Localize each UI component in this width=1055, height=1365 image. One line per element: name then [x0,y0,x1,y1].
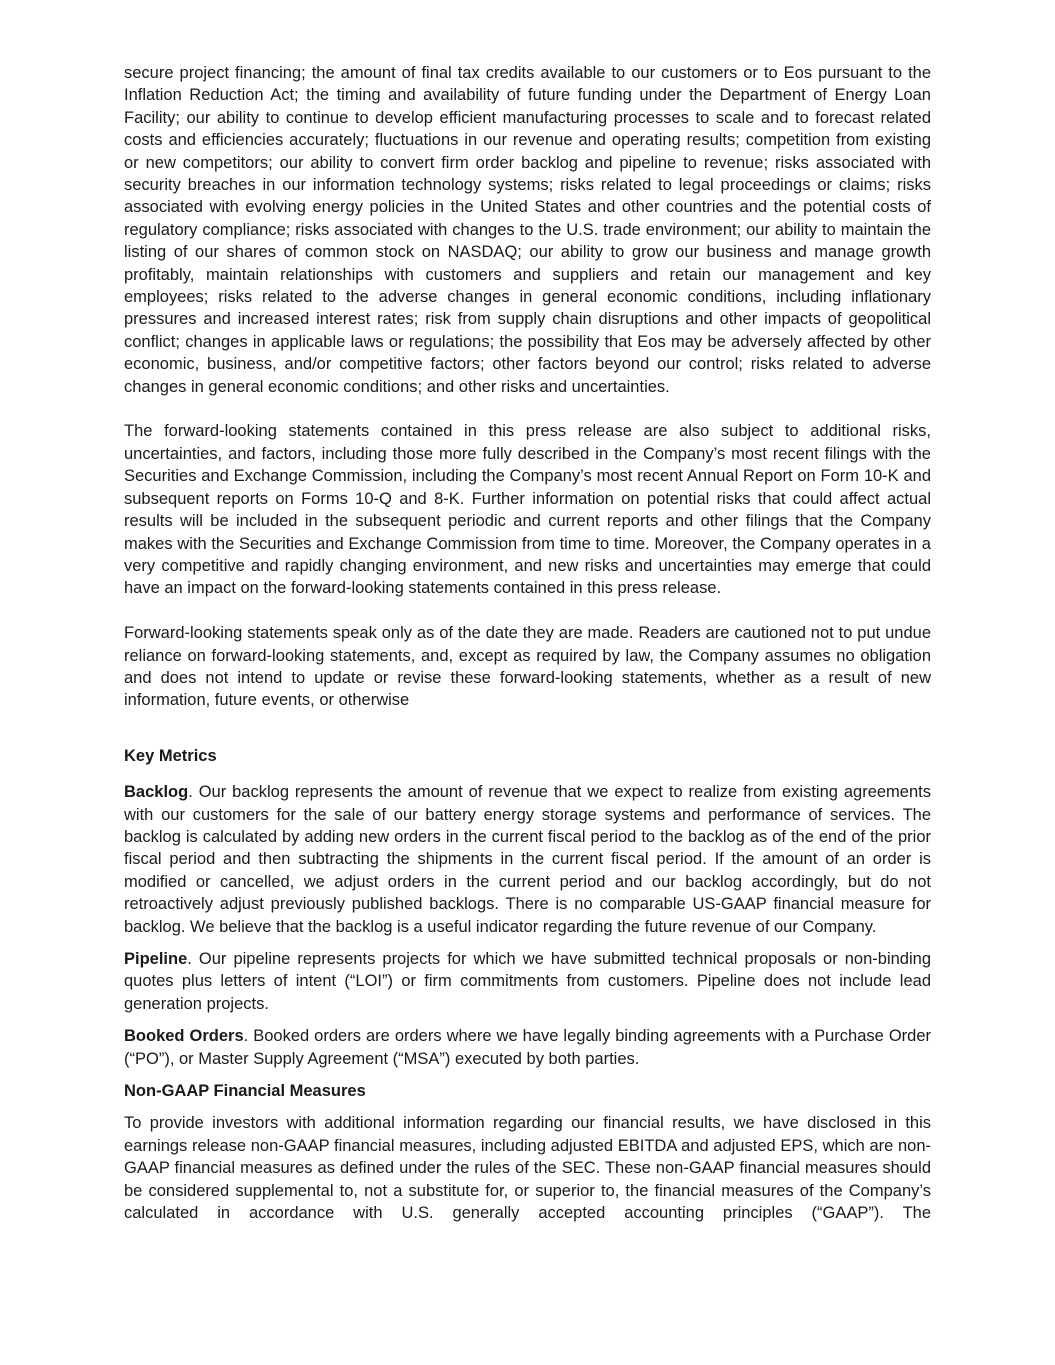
backlog-term: Backlog [124,783,189,802]
pipeline-paragraph [124,948,931,1015]
speak-only-paragraph: Forward-looking statements speak only as of the date they are made. Readers are cautioned not to put undue reliance on forward-looking statements, and, except as required by law, the Company assumes no obligation and does not intend to update or revise these forward-looking statements, whether as a result of new information, future events, or otherwise [124,624,931,710]
booked-orders-text: . Booked orders are orders where we have legally binding agreements with a Purchase Order (“PO”), or Master Supply Agreement (“MSA”) executed by both parties. [124,1027,931,1068]
pipeline-term: Pipeline [124,950,188,968]
non-gaap-paragraph: To provide investors with additional information regarding our financial results, we have disclosed in this earnings release non-GAAP financial measures, including adjusted EBITDA and adjusted EPS, which are non-GAAP financial measures as defined under the rules of the SEC. These non-GAAP financial measures should be considered supplemental to, not a substitute for, or superior to, the financial measures of the Company’s calculated in accordance with U.S. generally accepted accounting principles (“GAAP”). The [124,1114,931,1223]
booked-orders-paragraph [124,1025,931,1070]
additional-risks-paragraph: The forward-looking statements contained in this press release are also subject to additional risks, uncertainties, and factors, including those more fully described in the Company’s most recent filings with the Securities and Exchange Commission, including the Company’s most recent Annual Report on Form 10-K and subsequent reports on Forms 10-Q and 8-K. Further information on potential risks that could affect actual results will be included in the subsequent periodic and current reports and other filings that the Company makes with the Securities and Exchange Commission from time to time. Moreover, the Company operates in a very competitive and rapidly changing environment, and new risks and uncertainties may emerge that could have an impact on the forward-looking statements contained in this press release. [124,422,931,598]
risks-paragraph: secure project financing; the amount of final tax credits available to our customers or to Eos pursuant to the Inflation Reduction Act; the timing and availability of future funding under the Department of Energy Loan Facility; our ability to continue to develop efficient manufacturing processes to scale and to forecast related costs and efficiencies accurately; fluctuations in our revenue and operating results; competition from existing or new competitors; our ability to convert firm order backlog and pipeline to revenue; risks associated with security breaches in our information technology systems; risks related to legal proceedings or claims; risks associated with evolving energy policies in the United States and other countries and the potential costs of regulatory compliance; risks associated with changes to the U.S. trade environment; our ability to maintain the listing of our shares of common stock on NASDAQ; our ability to grow our business and manage growth profitably, maintain relationships with customers and suppliers and retain our management and key employees; risks related to the adverse changes in general economic conditions, including inflationary pressures and increased interest rates; risk from supply chain disruptions and other impacts of geopolitical conflict; changes in applicable laws or regulations; the possibility that Eos may be adversely affected by other economic, business, and/or competitive factors; other factors beyond our control; risks related to adverse changes in general economic conditions; and other risks and uncertainties. [124,64,931,396]
non-gaap-heading: Non-GAAP Financial Measures [124,1082,366,1101]
key-metrics-heading: Key Metrics [124,746,217,765]
document-page [124,62,931,1224]
booked-orders-term: Booked Orders [124,1027,244,1046]
pipeline-text: . Our pipeline represents projects for which we have submitted technical proposals or non-binding quotes plus letters of intent (“LOI”) or firm commitments from customers. Pipeline does not include lead generation projects. [124,950,931,1013]
backlog-text: . Our backlog represents the amount of revenue that we expect to realize from existing agreements with our customers for the sale of our battery energy storage systems and performance of services. The backlog is calculated by adding new orders in the current fiscal period to the backlog as of the end of the prior fiscal period and then subtracting the shipments in the current fiscal period. If the amount of an order is modified or cancelled, we adjust orders in the current period and our backlog accordingly, but do not retroactively adjust previously published backlogs. There is no comparable US-GAAP financial measure for backlog. We believe that the backlog is a useful indicator regarding the future revenue of our Company. [124,783,931,936]
backlog-paragraph [124,781,931,938]
